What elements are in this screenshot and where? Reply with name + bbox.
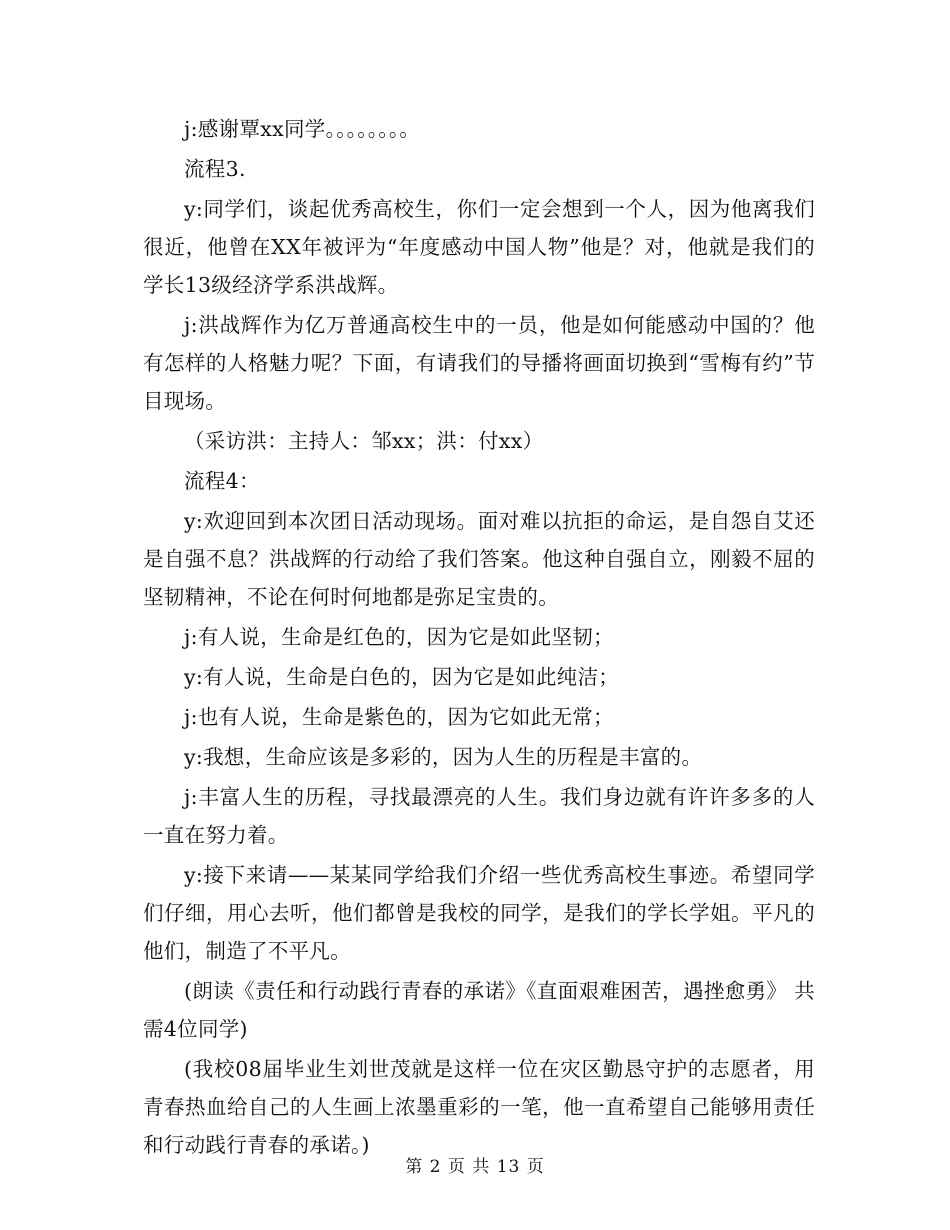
paragraph: y:欢迎回到本次团日活动现场。面对难以抗拒的命运，是自怨自艾还是自强不息？洪战辉的行动给了我们答案。他这种自强自立，刚毅不屈的坚韧精神，不论在何时何地都是弥足宝贵的。 [143,509,815,609]
paragraph: y:接下来请——某某同学给我们介绍一些优秀高校生事迹。希望同学们仔细，用心去听，他们都曾是我校的同学，是我们的学长学姐。平凡的他们，制造了不平凡。 [143,863,815,963]
paragraph: (我校08届毕业生刘世茂就是这样一位在灾区勤恳守护的志愿者，用青春热血给自己的人生画上浓墨重彩的一笔，他一直希望自己能够用责任和行动践行青春的承诺。) [143,1057,815,1157]
paragraph: j:也有人说，生命是紫色的，因为它如此无常； [184,705,614,729]
page-footer: 第 2 页 共 13 页 [405,1157,545,1177]
paragraph: y:同学们，谈起优秀高校生，你们一定会想到一个人，因为他离我们很近，他曾在XX年被评为“年度感动中国人物”他是？对，他就是我们的学长13级经济学系洪战辉。 [143,197,815,297]
paragraph: 流程3. [184,157,246,181]
paragraph: y:有人说，生命是白色的，因为它是如此纯洁； [184,665,620,689]
document-body [143,110,815,1166]
paragraph: j:有人说，生命是红色的，因为它是如此坚韧； [184,625,614,649]
paragraph: j:感谢覃xx同学。。。。。。。。 [184,117,421,141]
paragraph: (朗读《责任和行动践行青春的承诺》《直面艰难困苦，遇挫愈勇》 共需4位同学) [143,979,815,1041]
paragraph: 流程4： [184,469,260,493]
paragraph: y:我想，生命应该是多彩的，因为人生的历程是丰富的。 [184,745,703,769]
paragraph: j:洪战辉作为亿万普通高校生中的一员，他是如何能感动中国的？他有怎样的人格魅力呢？下面，有请我们的导播将画面切换到“雪梅有约”节目现场。 [143,313,815,413]
paragraph: （采访洪：主持人：邹xx；洪：付xx） [184,429,544,453]
paragraph: j:丰富人生的历程，寻找最漂亮的人生。我们身边就有许许多多的人一直在努力着。 [143,785,815,847]
